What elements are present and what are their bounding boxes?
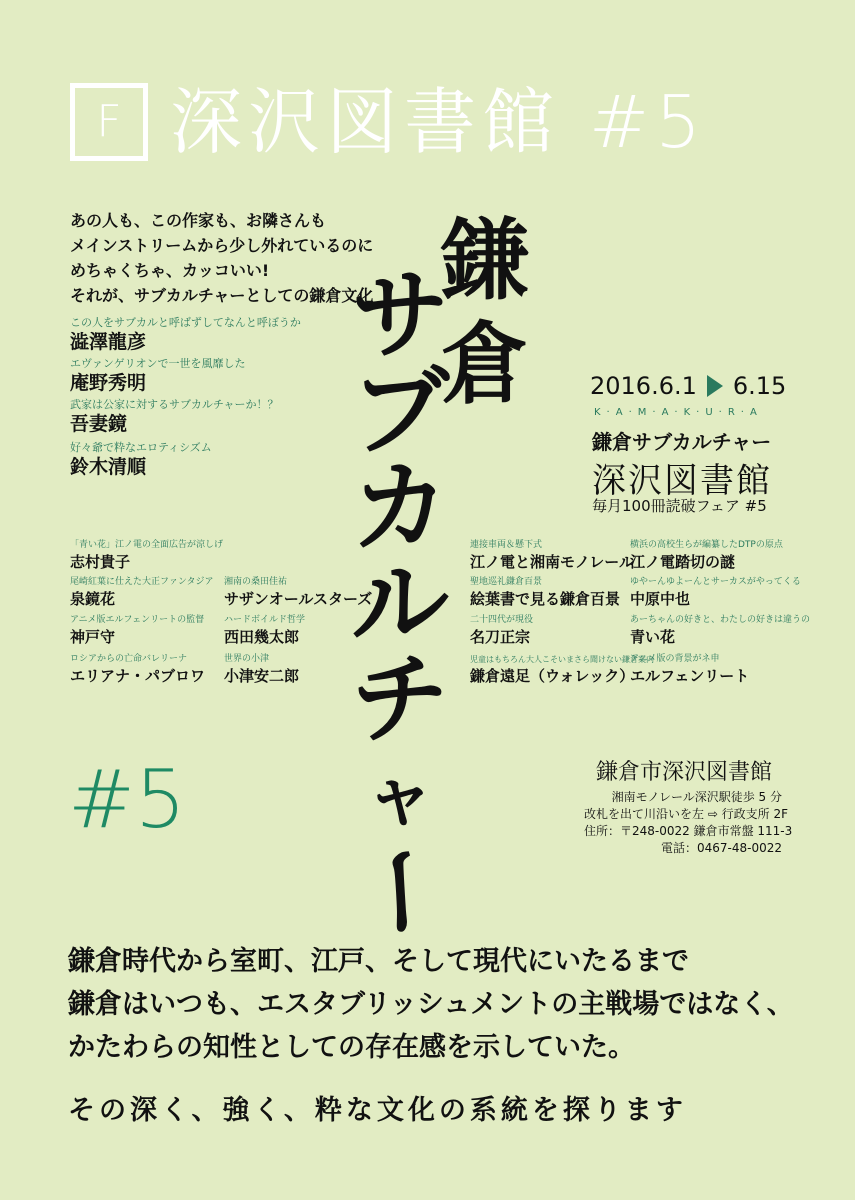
person-item: 好々爺で粋なエロティシズム 鈴木清順 xyxy=(70,441,212,478)
person-item: 横浜の高校生らが編纂したDTPの原点 江ノ電踏切の謎 xyxy=(630,540,783,571)
person-item: ゆやーんゆよーんとサーカスがやってくる 中原中也 xyxy=(630,577,801,608)
body-text: 鎌倉時代から室町、江戸、そして現代にいたるまで 鎌倉はいつも、エスタブリッシュメントの主戦場ではなく、 かたわらの知性としての存在感を示していた。 xyxy=(68,946,794,1063)
event-dates: 2016.6.1 6.15 xyxy=(590,372,787,400)
person-item: エヴァンゲリオンで一世を風靡した 庵野秀明 xyxy=(70,357,246,394)
library-name: 鎌倉市深沢図書館 xyxy=(596,760,773,785)
person-item: アニメ版の背景がネ申 エルフェンリート xyxy=(630,654,750,685)
intro-text: あの人も、この作家も、お隣さんも メインストリームから少し外れているのに めちゃくちゃ、カッコいい! それが、サブカルチャーとしての鎌倉文化 xyxy=(70,211,374,305)
header xyxy=(70,72,707,172)
library-logo-icon: F xyxy=(70,83,148,161)
kamakura-spaced: K·A·M·A·K·U·R·A xyxy=(594,407,763,418)
person-item: 児童はもちろん大人こそいまさら聞けない鎌倉案内 鎌倉遠足（ウォレック） xyxy=(470,655,654,685)
person-item: 湘南の桑田佳祐 サザンオールスターズ xyxy=(224,577,373,608)
event-library: 深沢図書館 xyxy=(592,461,772,501)
person-item: ロシアからの亡命バレリーナ エリアナ・パブロワ xyxy=(70,654,206,685)
event-fair: 毎月100冊読破フェア #5 xyxy=(592,497,767,515)
person-item: 世界の小津 小津安二郎 xyxy=(224,654,300,685)
header-title: 深沢図書館 #5 xyxy=(170,80,708,164)
vertical-title-katakana: サ ブ カ ル チ ャ ー xyxy=(342,258,458,942)
person-item: あーちゃんの好きと、わたしの好きは違うの 青い花 xyxy=(630,615,811,646)
event-subtitle: 鎌倉サブカルチャー xyxy=(592,430,772,454)
person-item: 武家は公家に対するサブカルチャーか！？ 吾妻鏡 xyxy=(70,398,279,435)
person-item: 二十四代が現役 名刀正宗 xyxy=(470,615,534,646)
person-item: 「青い花」江ノ電の全面広告が涼しげ 志村貴子 xyxy=(70,540,224,571)
vertical-title: 鎌 倉 xyxy=(440,208,529,416)
tagline: その深く、強く、粋な文化の系統を探ります xyxy=(68,1095,687,1126)
person-item: アニメ版エルフェンリートの監督 神戸守 xyxy=(70,615,205,646)
person-item: ハードボイルド哲学 西田幾太郎 xyxy=(224,615,306,646)
issue-number: #5 xyxy=(68,753,186,846)
person-item: 尾崎紅葉に仕えた大正ファンタジア 泉鏡花 xyxy=(70,577,214,608)
library-address: 湘南モノレール深沢駅徒歩 5 分 改札を出て川沿いを左 ⇨ 行政支所 2F 住所：〒248-0022 鎌倉市常盤 111-3 電話：0467-48-0022 xyxy=(584,790,793,855)
person-item: 連接車両＆懸下式 江ノ電と湘南モノレール xyxy=(470,540,634,571)
person-item: この人をサブカルと呼ばずしてなんと呼ぼうか 澁澤龍彦 xyxy=(70,316,301,353)
person-item: 聖地巡礼鎌倉百景 絵葉書で見る鎌倉百景 xyxy=(470,577,621,608)
arrow-right-icon xyxy=(707,375,723,397)
